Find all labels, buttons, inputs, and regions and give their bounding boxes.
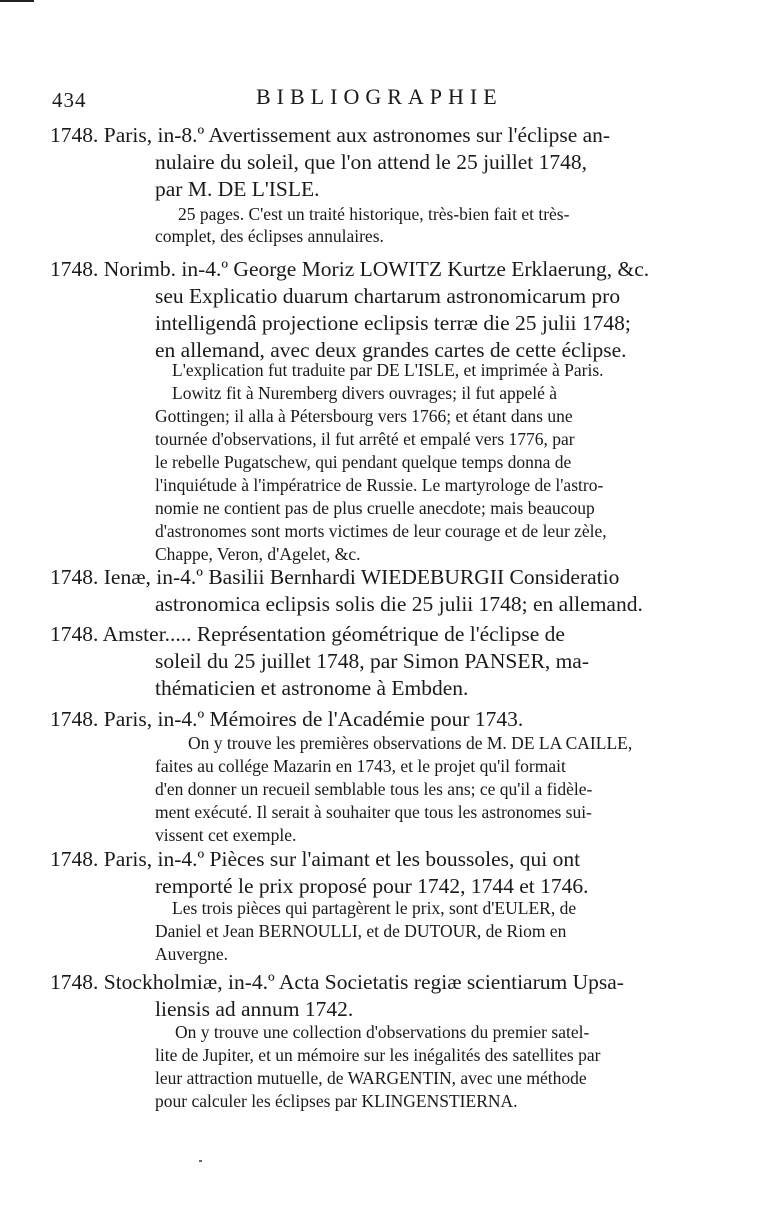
entry-note-line: ment exécuté. Il serait à souhaiter que tous les astronomes sui- — [155, 802, 592, 822]
entry-line: en allemand, avec deux grandes cartes de cette éclipse. — [155, 338, 627, 362]
entry-note-line: d'en donner un recueil semblable tous les ans; ce qu'il a fidèle- — [155, 779, 593, 799]
entry-line: soleil du 25 juillet 1748, par Simon PANSER, ma- — [155, 649, 589, 673]
entry-note-line: d'astronomes sont morts victimes de leur courage et de leur zèle, — [155, 521, 607, 541]
entry-note-line: pour calculer les éclipses par KLINGENSTIERNA. — [155, 1091, 518, 1111]
entry-note-line: Auvergne. — [155, 944, 229, 964]
entry-line: 1748. Stockholmiæ, in-4.º Acta Societatis regiæ scientiarum Upsa- — [50, 970, 624, 994]
entry-line: liensis ad annum 1742. — [155, 997, 354, 1021]
page-edge-mark — [0, 0, 34, 2]
entry-note-line: Lowitz fit à Nuremberg divers ouvrages; il fut appelé à — [172, 383, 558, 403]
entry-note-line: vissent cet exemple. — [155, 825, 297, 845]
entry-note-line: Chappe, Veron, d'Agelet, &c. — [155, 544, 361, 564]
entry-line: 1748. Amster..... Représentation géométrique de l'éclipse de — [50, 622, 565, 646]
entry-note-line: leur attraction mutuelle, de WARGENTIN, avec une méthode — [155, 1068, 587, 1088]
entry-line: thématicien et astronome à Embden. — [155, 676, 469, 700]
entry-note-line: nomie ne contient pas de plus cruelle anecdote; mais beaucoup — [155, 498, 595, 518]
entry-line: 1748. Ienæ, in-4.º Basilii Bernhardi WIEDEBURGII Consideratio — [50, 565, 620, 589]
entry-note-line: Daniel et Jean BERNOULLI, et de DUTOUR, de Riom en — [155, 921, 567, 941]
entry-note-line: Les trois pièces qui partagèrent le prix, sont d'EULER, de — [172, 898, 577, 918]
entry-note-line: L'explication fut traduite par DE L'ISLE, et imprimée à Paris. — [172, 360, 604, 380]
entry-line: 1748. Paris, in-8.º Avertissement aux astronomes sur l'éclipse an- — [50, 123, 611, 147]
entry-note-line: tournée d'observations, il fut arrêté et empalé vers 1776, par — [155, 429, 575, 449]
entry-line: par M. DE L'ISLE. — [155, 177, 320, 201]
entry-note-line: complet, des éclipses annulaires. — [155, 226, 384, 246]
entry-note-line: faites au collége Mazarin en 1743, et le projet qu'il formait — [155, 756, 566, 776]
entry-note-line: lite de Jupiter, et un mémoire sur les inégalités des satellites par — [155, 1045, 601, 1065]
entry-line: 1748. Paris, in-4.º Mémoires de l'Académie pour 1743. — [50, 707, 524, 731]
page-number: 434 — [52, 88, 87, 112]
entry-note-line: Gottingen; il alla à Pétersbourg vers 1766; et étant dans une — [155, 406, 573, 426]
page-header — [0, 84, 766, 114]
entry-line: astronomica eclipsis solis die 25 julii 1748; en allemand. — [155, 592, 643, 616]
entry-line: 1748. Norimb. in-4.º George Moriz LOWITZ Kurtze Erklaerung, &c. — [50, 257, 650, 281]
entry-note-line: le rebelle Pugatschew, qui pendant quelque temps donna de — [155, 452, 572, 472]
page-speck — [199, 1160, 202, 1162]
entry-note-line: 25 pages. C'est un traité historique, très-bien fait et très- — [178, 204, 570, 224]
running-head: BIBLIOGRAPHIE — [256, 84, 503, 109]
entry-line: remporté le prix proposé pour 1742, 1744 et 1746. — [155, 874, 589, 898]
entry-line: seu Explicatio duarum chartarum astronomicarum pro — [155, 284, 621, 308]
entry-line: 1748. Paris, in-4.º Pièces sur l'aimant et les boussoles, qui ont — [50, 847, 581, 871]
entry-note-line: On y trouve une collection d'observations du premier satel- — [175, 1022, 590, 1042]
entry-note-line: l'inquiétude à l'impératrice de Russie. Le martyrologe de l'astro- — [155, 475, 604, 495]
entry-note-line: On y trouve les premières observations de M. DE LA CAILLE, — [188, 733, 633, 753]
entry-line: intelligendâ projectione eclipsis terræ die 25 julii 1748; — [155, 311, 631, 335]
entry-line: nulaire du soleil, que l'on attend le 25 juillet 1748, — [155, 150, 587, 174]
